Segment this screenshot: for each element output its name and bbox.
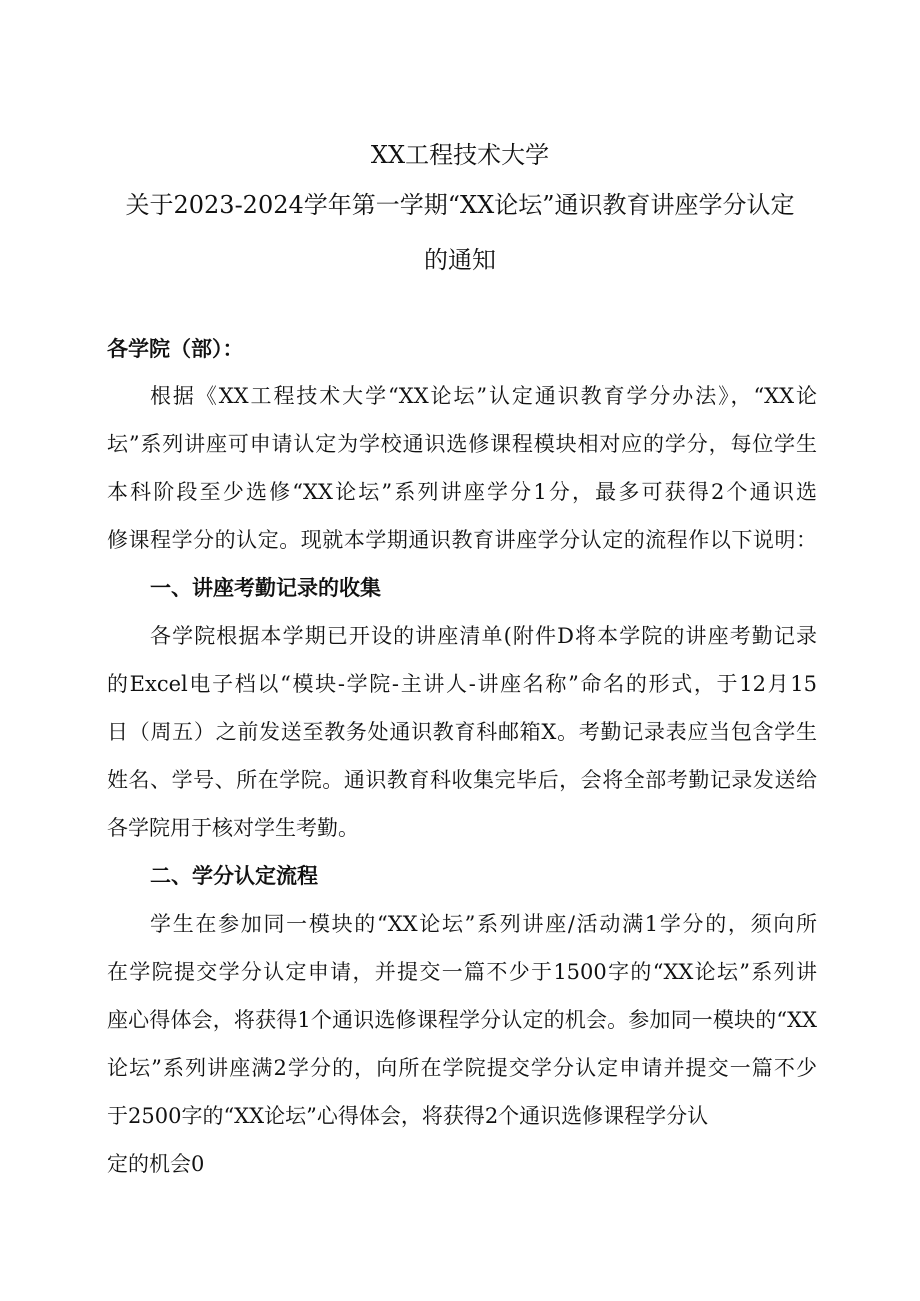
paragraph-2-line: 各学院用于核对学生考勤。 [107, 816, 359, 840]
paragraph-2-line: 的Excel电子档以“模块-学院-主讲人-讲座名称”命名的形式，于12月15 [107, 672, 817, 696]
paragraph-3-line: 学生在参加同一模块的“XX论坛”系列讲座/活动满1学分的，须向所 [150, 912, 817, 936]
paragraph-2-line: 姓名、学号、所在学院。通识教育科收集完毕后，会将全部考勤记录发送给 [107, 768, 817, 792]
paragraph-3-line: 定的机会0 [107, 1152, 205, 1176]
notice-title-line-1: 关于2023-2024学年第一学期“XX论坛”通识教育讲座学分认定 [125, 191, 795, 219]
paragraph-3-line: 于2500字的“XX论坛”心得体会，将获得2个通识选修课程学分认 [107, 1104, 709, 1128]
paragraph-3-line: 论坛”系列讲座满2学分的，向所在学院提交学分认定申请并提交一篇不少 [107, 1056, 817, 1080]
university-title: XX工程技术大学 [370, 141, 550, 169]
paragraph-1-line: 根据《XX工程技术大学“XX论坛”认定通识教育学分办法》，“XX论 [150, 384, 817, 408]
paragraph-3-line: 座心得体会，将获得1个通识选修课程学分认定的机会。参加同一模块的“XX [107, 1008, 817, 1032]
section-heading-1: 一、讲座考勤记录的收集 [150, 576, 381, 600]
section-heading-2: 二、学分认定流程 [150, 864, 318, 888]
notice-title-line-2: 的通知 [424, 246, 496, 274]
salutation: 各学院（部）： [107, 337, 244, 361]
paragraph-2-line: 各学院根据本学期已开设的讲座清单(附件D将本学院的讲座考勤记录 [150, 624, 817, 648]
paragraph-1-line: 坛”系列讲座可申请认定为学校通识选修课程模块相对应的学分，每位学生 [107, 432, 817, 456]
paragraph-1-line: 修课程学分的认定。现就本学期通识教育讲座学分认定的流程作以下说明： [107, 528, 817, 552]
paragraph-2-line: 日（周五）之前发送至教务处通识教育科邮箱X。考勤记录表应当包含学生 [107, 720, 817, 744]
paragraph-1-line: 本科阶段至少选修“XX论坛”系列讲座学分1分，最多可获得2个通识选 [107, 480, 817, 504]
paragraph-3-line: 在学院提交学分认定申请，并提交一篇不少于1500字的“XX论坛”系列讲 [107, 960, 817, 984]
